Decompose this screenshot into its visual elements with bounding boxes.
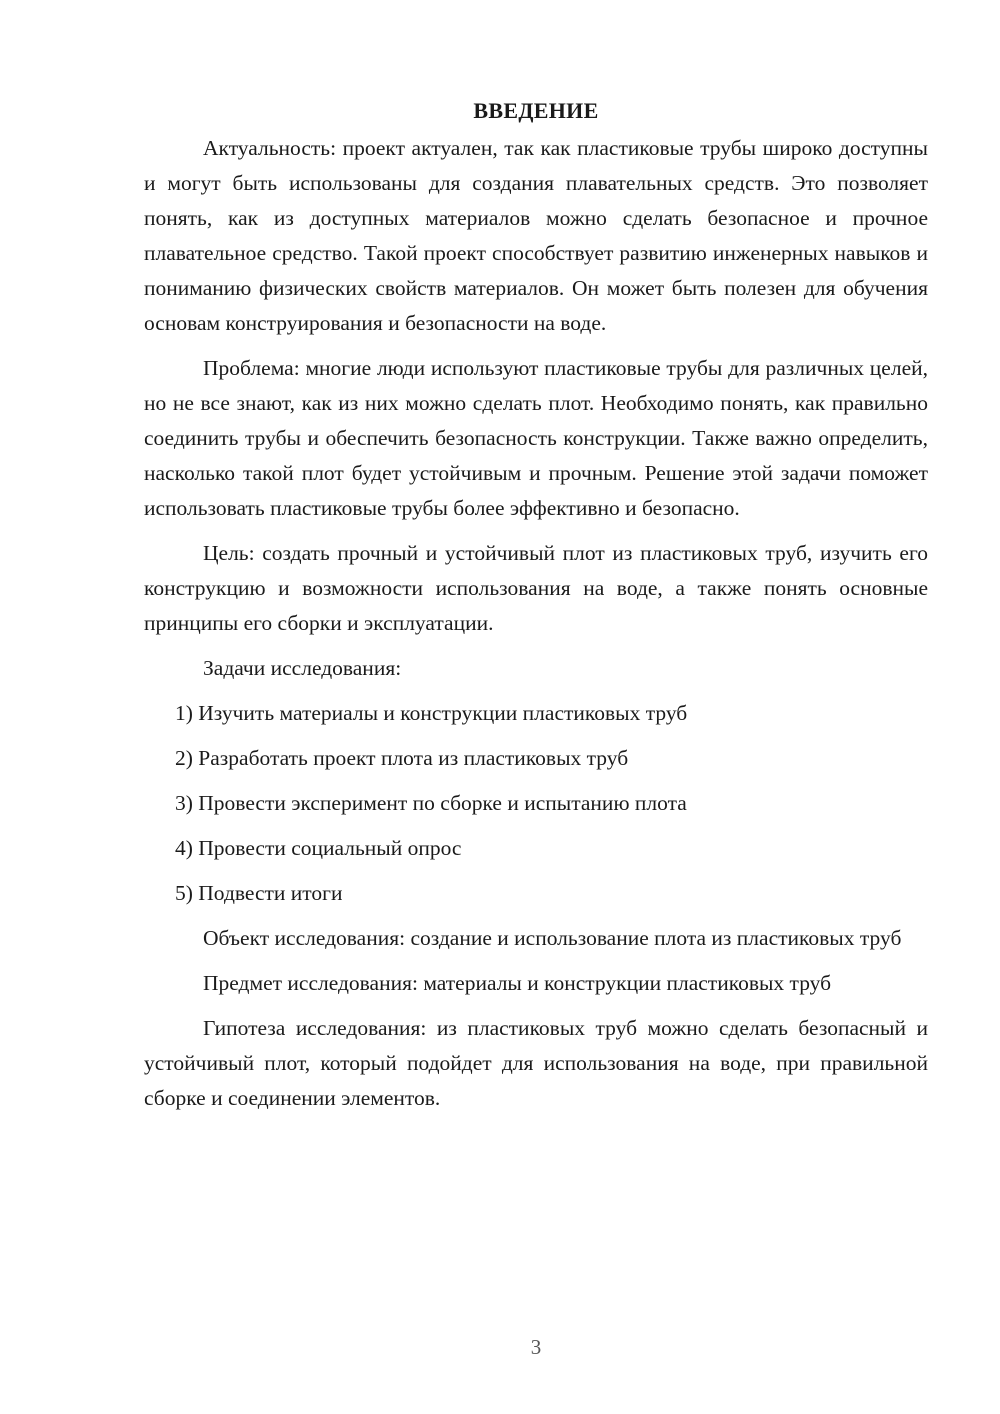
paragraph-subject: Предмет исследования: материалы и конструкции пластиковых труб bbox=[203, 971, 832, 995]
list-item: 5) Подвести итоги bbox=[175, 881, 343, 905]
list-item: 3) Провести эксперимент по сборке и испытанию плота bbox=[175, 791, 687, 815]
page-title: ВВЕДЕНИЕ bbox=[473, 98, 599, 123]
tasks-list bbox=[144, 696, 928, 911]
paragraph-relevance: Актуальность: проект актуален, так как пластиковые трубы широко доступны и могут быть использованы для создания плавательных средств. Это позволяет понять, как из доступных материалов можно сделать безопасное и прочное плавательное средство. Такой проект способствует развитию инженерных навыков и пониманию физических свойств материалов. Он может быть полезен для обучения основам конструирования и безопасности на воде. bbox=[144, 136, 928, 335]
paragraph-problem: Проблема: многие люди используют пластиковые трубы для различных целей, но не все знают, как из них можно сделать плот. Необходимо понять, как правильно соединить трубы и обеспечить безопасность конструкции. Также важно определить, насколько такой плот будет устойчивым и прочным. Решение этой задачи поможет использовать пластиковые трубы более эффективно и безопасно. bbox=[144, 356, 928, 520]
page-number: 3 bbox=[530, 1335, 542, 1359]
document-page bbox=[144, 96, 928, 1116]
list-item: 1) Изучить материалы и конструкции пластиковых труб bbox=[175, 701, 688, 725]
paragraph-hypothesis: Гипотеза исследования: из пластиковых труб можно сделать безопасный и устойчивый плот, который подойдет для использования на воде, при правильной сборке и соединении элементов. bbox=[144, 1016, 928, 1110]
tasks-heading: Задачи исследования: bbox=[203, 656, 402, 680]
paragraph-goal: Цель: создать прочный и устойчивый плот из пластиковых труб, изучить его конструкцию и возможности использования на воде, а также понять основные принципы его сборки и эксплуатации. bbox=[144, 541, 928, 635]
paragraph-object: Объект исследования: создание и использование плота из пластиковых труб bbox=[203, 926, 902, 950]
list-item: 2) Разработать проект плота из пластиковых труб bbox=[175, 746, 629, 770]
list-item: 4) Провести социальный опрос bbox=[175, 836, 462, 860]
